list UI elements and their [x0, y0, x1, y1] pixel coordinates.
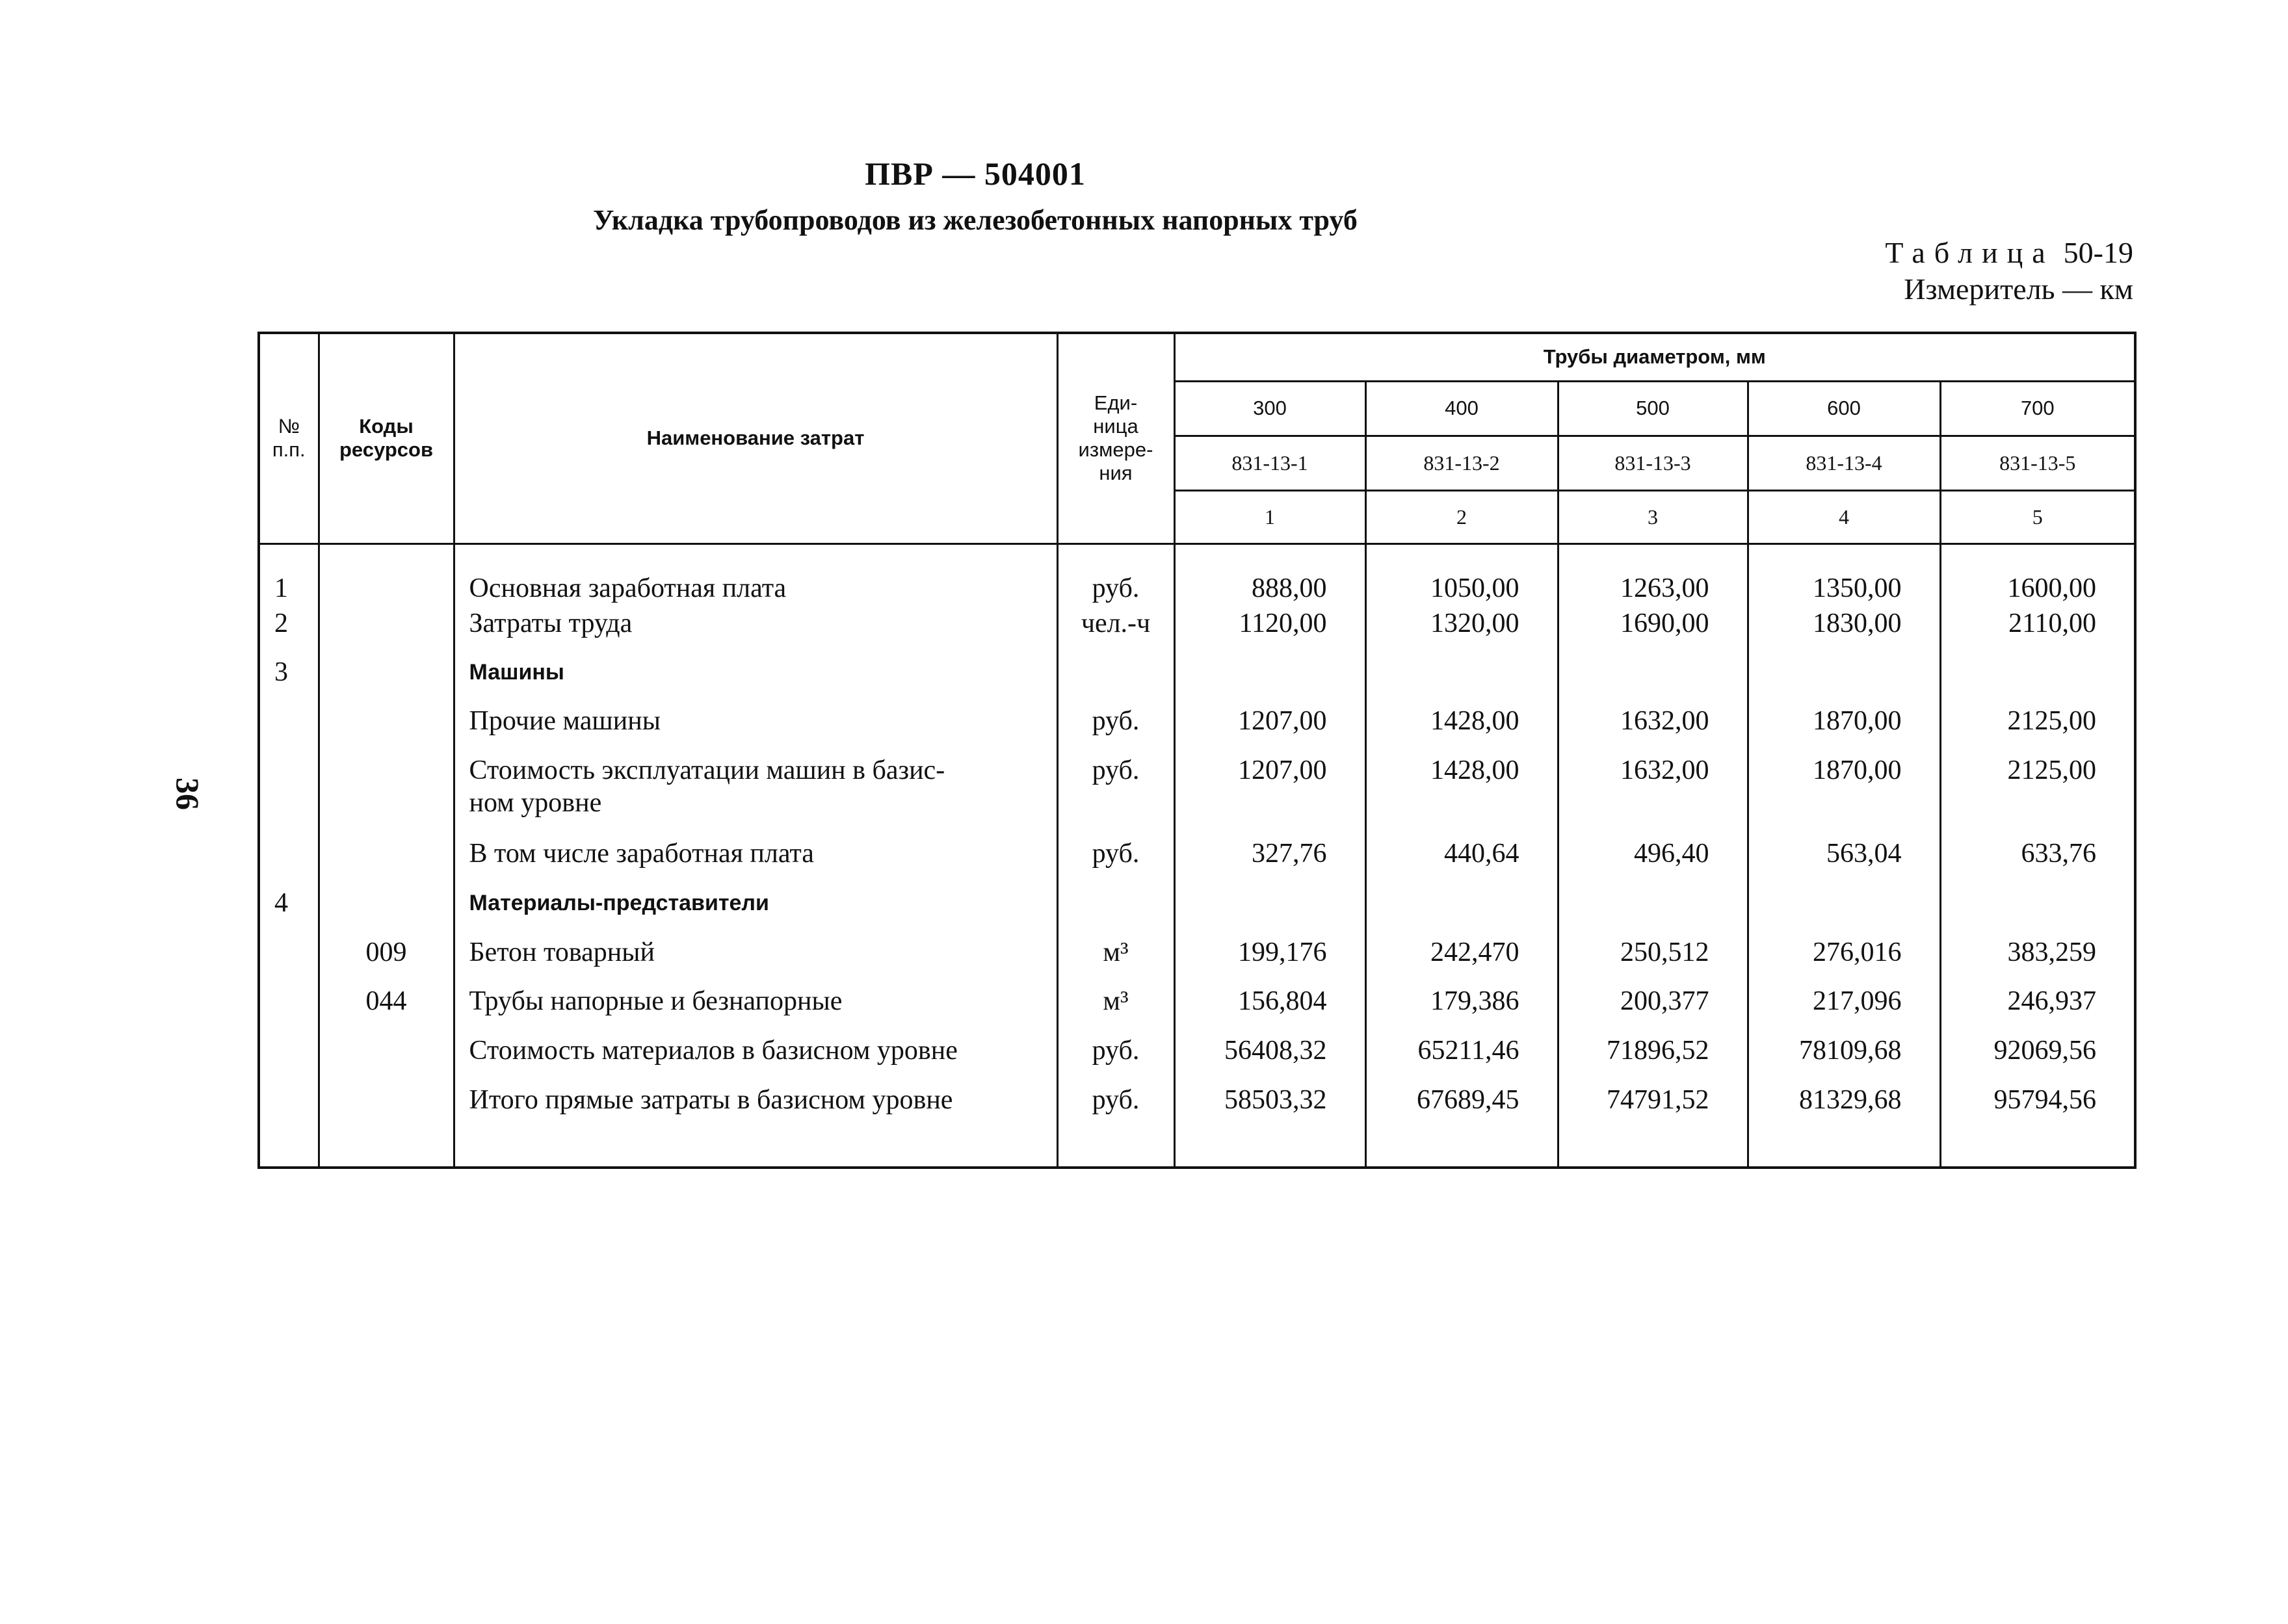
table-header: [259, 333, 2135, 544]
row-value: 217,096: [1748, 971, 1940, 1020]
table-row: [259, 690, 2135, 740]
row-num: 4: [259, 872, 319, 922]
row-code: [319, 642, 454, 691]
row-value: 92069,56: [1940, 1020, 2135, 1069]
row-value: 56408,32: [1174, 1020, 1365, 1069]
row-value: 563,04: [1748, 823, 1940, 872]
row-unit: руб.: [1057, 544, 1174, 607]
section-heading: Материалы-представители: [454, 872, 1057, 922]
row-value: 2125,00: [1940, 740, 2135, 823]
row-value: 1050,00: [1365, 544, 1558, 607]
header-unit: Еди- ница измере- ния: [1057, 333, 1174, 544]
row-value: 496,40: [1558, 823, 1748, 872]
table-row: [259, 544, 2135, 607]
header-codes: Коды ресурсов: [319, 333, 454, 544]
row-value: [1174, 642, 1365, 691]
header-col-number: 4: [1748, 490, 1940, 544]
row-value: 58503,32: [1174, 1069, 1365, 1168]
document-code: ПВР — 504001: [865, 155, 1086, 192]
row-unit: чел.-ч: [1057, 607, 1174, 642]
row-name: Затраты труда: [454, 607, 1057, 642]
row-code: [319, 1020, 454, 1069]
row-num: [259, 740, 319, 823]
row-value: [1748, 642, 1940, 691]
header-col-number: 3: [1558, 490, 1748, 544]
row-value: 242,470: [1365, 922, 1558, 971]
row-name: В том числе заработная плата: [454, 823, 1057, 872]
table-word: Таблица: [1885, 236, 2055, 269]
row-value: 74791,52: [1558, 1069, 1748, 1168]
row-unit: руб.: [1057, 1069, 1174, 1168]
header-norm-code: 831-13-1: [1174, 436, 1365, 490]
row-code: [319, 690, 454, 740]
section-heading: Машины: [454, 642, 1057, 691]
row-value: [1558, 642, 1748, 691]
row-unit: [1057, 642, 1174, 691]
row-name: Прочие машины: [454, 690, 1057, 740]
table-row: [259, 740, 2135, 823]
row-name: Стоимость эксплуатации машин в базис- ном уровне: [454, 740, 1057, 823]
row-unit: м³: [1057, 922, 1174, 971]
header-col-number: 2: [1365, 490, 1558, 544]
row-unit: руб.: [1057, 690, 1174, 740]
row-value: [1940, 872, 2135, 922]
row-value: 200,377: [1558, 971, 1748, 1020]
row-value: 65211,46: [1365, 1020, 1558, 1069]
table-row: [259, 872, 2135, 922]
row-num: [259, 690, 319, 740]
row-value: 1690,00: [1558, 607, 1748, 642]
row-value: 1350,00: [1748, 544, 1940, 607]
row-value: 440,64: [1365, 823, 1558, 872]
row-value: 276,016: [1748, 922, 1940, 971]
row-name: Стоимость материалов в базисном уровне: [454, 1020, 1057, 1069]
header-norm-code: 831-13-5: [1940, 436, 2135, 490]
row-value: 95794,56: [1940, 1069, 2135, 1168]
header-diameter: 600: [1748, 381, 1940, 436]
row-value: 1600,00: [1940, 544, 2135, 607]
table-row: [259, 607, 2135, 642]
header-diameter: 300: [1174, 381, 1365, 436]
row-value: 383,259: [1940, 922, 2135, 971]
header-norm-code: 831-13-4: [1748, 436, 1940, 490]
row-value: [1365, 642, 1558, 691]
row-value: 888,00: [1174, 544, 1365, 607]
row-value: 1632,00: [1558, 690, 1748, 740]
row-code: [319, 872, 454, 922]
table-row: [259, 823, 2135, 872]
table-number: 50-19: [2063, 236, 2133, 269]
row-value: 2110,00: [1940, 607, 2135, 642]
row-unit: руб.: [1057, 823, 1174, 872]
row-unit: руб.: [1057, 740, 1174, 823]
row-num: [259, 1020, 319, 1069]
header-col-number: 1: [1174, 490, 1365, 544]
header-pipe-diameter: Трубы диаметром, мм: [1174, 333, 2135, 381]
row-value: 199,176: [1174, 922, 1365, 971]
row-unit: м³: [1057, 971, 1174, 1020]
row-value: 1870,00: [1748, 740, 1940, 823]
header-name: Наименование затрат: [454, 333, 1057, 544]
row-value: 1632,00: [1558, 740, 1748, 823]
row-name: Итого прямые затраты в базисном уровне: [454, 1069, 1057, 1168]
header-num: № п.п.: [259, 333, 319, 544]
header-diameter: 400: [1365, 381, 1558, 436]
row-num: 3: [259, 642, 319, 691]
row-value: [1174, 872, 1365, 922]
header-norm-code: 831-13-2: [1365, 436, 1558, 490]
row-num: [259, 1069, 319, 1168]
row-value: 81329,68: [1748, 1069, 1940, 1168]
row-num: [259, 823, 319, 872]
row-name: Основная заработная плата: [454, 544, 1057, 607]
row-value: 2125,00: [1940, 690, 2135, 740]
row-name: Бетон товарный: [454, 922, 1057, 971]
page-number: 36: [170, 778, 206, 810]
row-unit: руб.: [1057, 1020, 1174, 1069]
row-value: 1830,00: [1748, 607, 1940, 642]
row-code: [319, 823, 454, 872]
row-value: 327,76: [1174, 823, 1365, 872]
row-unit: [1057, 872, 1174, 922]
row-value: 1870,00: [1748, 690, 1940, 740]
row-value: 1207,00: [1174, 740, 1365, 823]
table-label: [1885, 235, 2133, 270]
row-code: [319, 1069, 454, 1168]
row-value: 1320,00: [1365, 607, 1558, 642]
row-code: 009: [319, 922, 454, 971]
row-value: [1558, 872, 1748, 922]
document-title: Укладка трубопроводов из железобетонных напорных труб: [593, 204, 1358, 236]
row-value: [1940, 642, 2135, 691]
row-value: 156,804: [1174, 971, 1365, 1020]
table-row: [259, 1069, 2135, 1168]
row-num: [259, 922, 319, 971]
table-body: [259, 544, 2135, 1168]
row-value: 78109,68: [1748, 1020, 1940, 1069]
row-name: Трубы напорные и безнапорные: [454, 971, 1057, 1020]
header-diameter: 700: [1940, 381, 2135, 436]
row-code: [319, 607, 454, 642]
table-row: [259, 642, 2135, 691]
cost-table: [257, 332, 2137, 1169]
row-code: [319, 544, 454, 607]
row-value: 179,386: [1365, 971, 1558, 1020]
row-code: [319, 740, 454, 823]
row-value: [1365, 872, 1558, 922]
table-row: [259, 1020, 2135, 1069]
row-value: [1748, 872, 1940, 922]
row-code: 044: [319, 971, 454, 1020]
row-num: [259, 971, 319, 1020]
row-value: 71896,52: [1558, 1020, 1748, 1069]
row-value: 1207,00: [1174, 690, 1365, 740]
table-row: [259, 971, 2135, 1020]
row-num: 1: [259, 544, 319, 607]
header-norm-code: 831-13-3: [1558, 436, 1748, 490]
row-value: 1120,00: [1174, 607, 1365, 642]
header-col-number: 5: [1940, 490, 2135, 544]
row-value: 67689,45: [1365, 1069, 1558, 1168]
row-value: 1428,00: [1365, 690, 1558, 740]
row-value: 250,512: [1558, 922, 1748, 971]
row-value: 1263,00: [1558, 544, 1748, 607]
row-value: 246,937: [1940, 971, 2135, 1020]
table-row: [259, 922, 2135, 971]
row-value: 633,76: [1940, 823, 2135, 872]
header-diameter: 500: [1558, 381, 1748, 436]
measure-unit: Измеритель — км: [1904, 272, 2133, 306]
row-num: 2: [259, 607, 319, 642]
row-value: 1428,00: [1365, 740, 1558, 823]
